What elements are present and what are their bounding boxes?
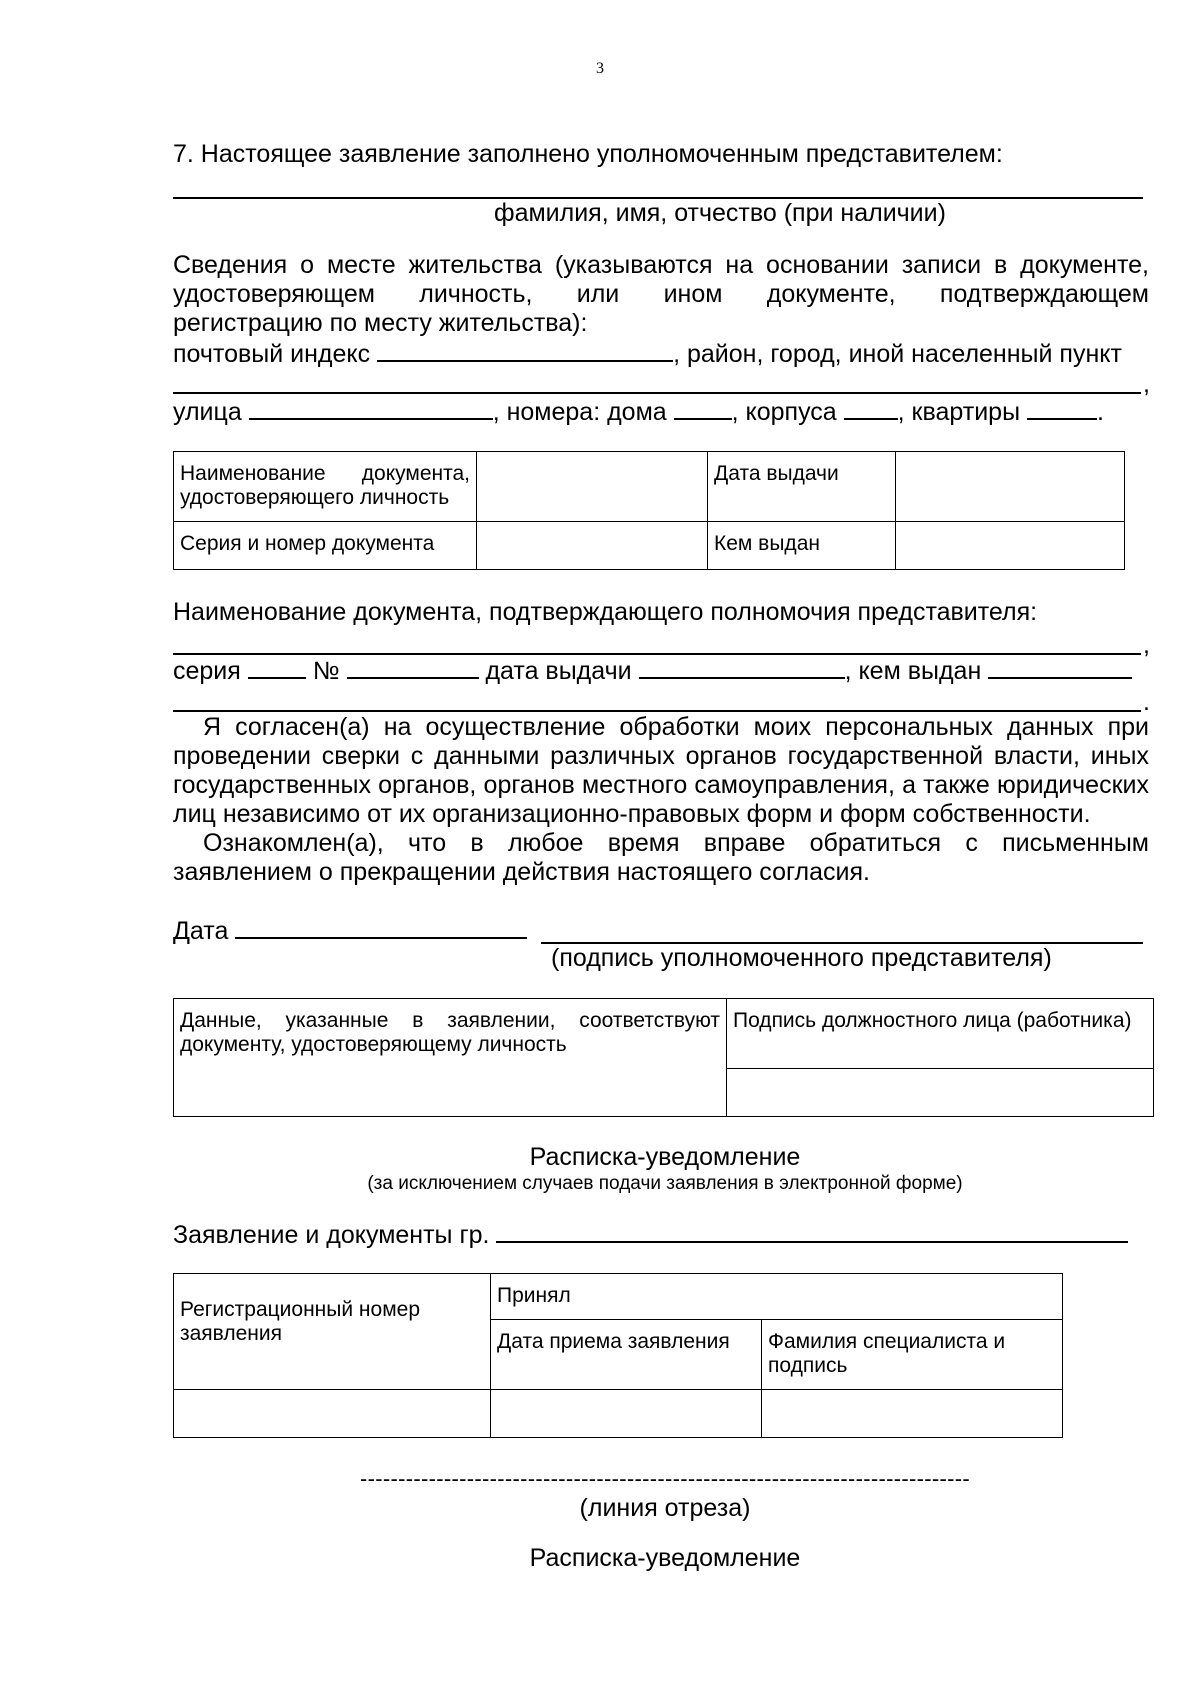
specialist-label: Фамилия специалиста и подпись: [762, 1320, 1063, 1390]
district-label: , район, город, иной населенный пункт: [673, 340, 1122, 368]
doc-name-value[interactable]: [477, 452, 708, 522]
issued-by-label: Кем выдан: [708, 522, 896, 570]
authority-issued-by-field[interactable]: [988, 655, 1132, 679]
official-signature-label: Подпись должностного лица (работника): [727, 999, 1154, 1069]
official-signature-field[interactable]: [727, 1069, 1154, 1117]
page-number: 3: [596, 60, 604, 77]
postal-label: почтовый индекс: [173, 340, 371, 368]
series-number-label: Серия и номер документа: [174, 522, 477, 570]
series-number-value[interactable]: [477, 522, 708, 570]
authority-date-label: дата выдачи: [485, 657, 632, 685]
receipt-table: [173, 1273, 1063, 1438]
fio-caption: фамилия, имя, отчество (при наличии): [494, 199, 946, 227]
house-field[interactable]: [674, 396, 732, 420]
section-7-heading: 7. Настоящее заявление заполнено уполномоченным представителем:: [173, 140, 1003, 168]
residence-line-1: Сведения о месте жительства (указываются на основании записи в документе,: [173, 251, 1149, 279]
authority-heading: Наименование документа, подтверждающего полномочия представителя:: [173, 598, 1038, 626]
street-row-period: .: [1097, 398, 1104, 426]
residence-line-3: регистрацию по месту жительства):: [173, 309, 588, 337]
issue-date-label: Дата выдачи: [708, 452, 896, 522]
authority-row: [173, 655, 1132, 686]
street-label: улица: [173, 398, 242, 426]
cut-line: --------------------------------------------------------------------------------: [359, 1466, 971, 1491]
issue-date-value[interactable]: [896, 452, 1125, 522]
authority-period: .: [1143, 688, 1150, 716]
signature-caption: (подпись уполномоченного представителя): [551, 944, 1052, 972]
postal-row: [173, 338, 1122, 369]
applicant-name-field[interactable]: [496, 1219, 1128, 1243]
date-field[interactable]: [235, 915, 527, 939]
accepted-label: Принял: [491, 1274, 1063, 1320]
specialist-field[interactable]: [762, 1390, 1063, 1438]
cut-caption: (линия отреза): [579, 1494, 751, 1522]
id-document-table: [173, 451, 1125, 570]
docs-label: Заявление и документы гр.: [173, 1221, 490, 1249]
consent-paragraph-2: Ознакомлен(а), что в любое время вправе обратиться с письменным заявлением о прекращении действия настоящего согласия.: [173, 829, 1149, 886]
data-match-label: Данные, указанные в заявлении, соответствуют документу, удостоверяющему личность: [174, 999, 727, 1117]
receipt-title: Расписка-уведомление: [529, 1143, 801, 1171]
receipt-subtitle: (за исключением случаев подачи заявления в электронной форме): [367, 1173, 963, 1194]
postal-code-field[interactable]: [377, 338, 673, 362]
consent-text: [173, 713, 1149, 887]
apartment-field[interactable]: [1027, 396, 1097, 420]
issued-by-value[interactable]: [896, 522, 1125, 570]
authority-issued-by-label: , кем выдан: [844, 657, 982, 685]
reg-number-label: Регистрационный номер заявления: [174, 1274, 491, 1390]
apartment-label: , квартиры: [897, 398, 1021, 426]
accept-date-label: Дата приема заявления: [491, 1320, 762, 1390]
accept-date-field[interactable]: [491, 1390, 762, 1438]
doc-name-label: Наименование документа, удостоверяющего личность: [174, 452, 477, 522]
receipt-title-2: Расписка-уведомление: [529, 1544, 801, 1572]
house-label: , номера: дома: [492, 398, 667, 426]
authority-date-field[interactable]: [639, 655, 845, 679]
street-field[interactable]: [249, 396, 493, 420]
verification-table: [173, 998, 1154, 1117]
locality-comma: ,: [1143, 370, 1150, 398]
series-field[interactable]: [248, 655, 306, 679]
authority-issued-by-line[interactable]: [173, 710, 1141, 712]
locality-line[interactable]: [173, 392, 1141, 394]
date-label: Дата: [173, 917, 229, 945]
number-field[interactable]: [347, 655, 479, 679]
docs-row: [173, 1219, 1128, 1250]
authority-comma: ,: [1143, 631, 1150, 659]
consent-paragraph-1: Я согласен(а) на осуществление обработки моих персональных данных при проведении сверки с данными различных органов государственной власти, иных государственных органов, органов местного самоуправления, а также юридических лиц независимо от их организационно-правовых форм и форм собственности.: [173, 713, 1149, 828]
series-label: серия: [173, 657, 241, 685]
number-label: №: [312, 657, 340, 685]
building-label: , корпуса: [731, 398, 837, 426]
street-row: [173, 396, 1104, 427]
residence-line-2: удостоверяющем личность, или ином документе, подтверждающем: [173, 280, 1149, 308]
building-field[interactable]: [844, 396, 898, 420]
date-row: [173, 915, 527, 946]
reg-number-field[interactable]: [174, 1390, 491, 1438]
